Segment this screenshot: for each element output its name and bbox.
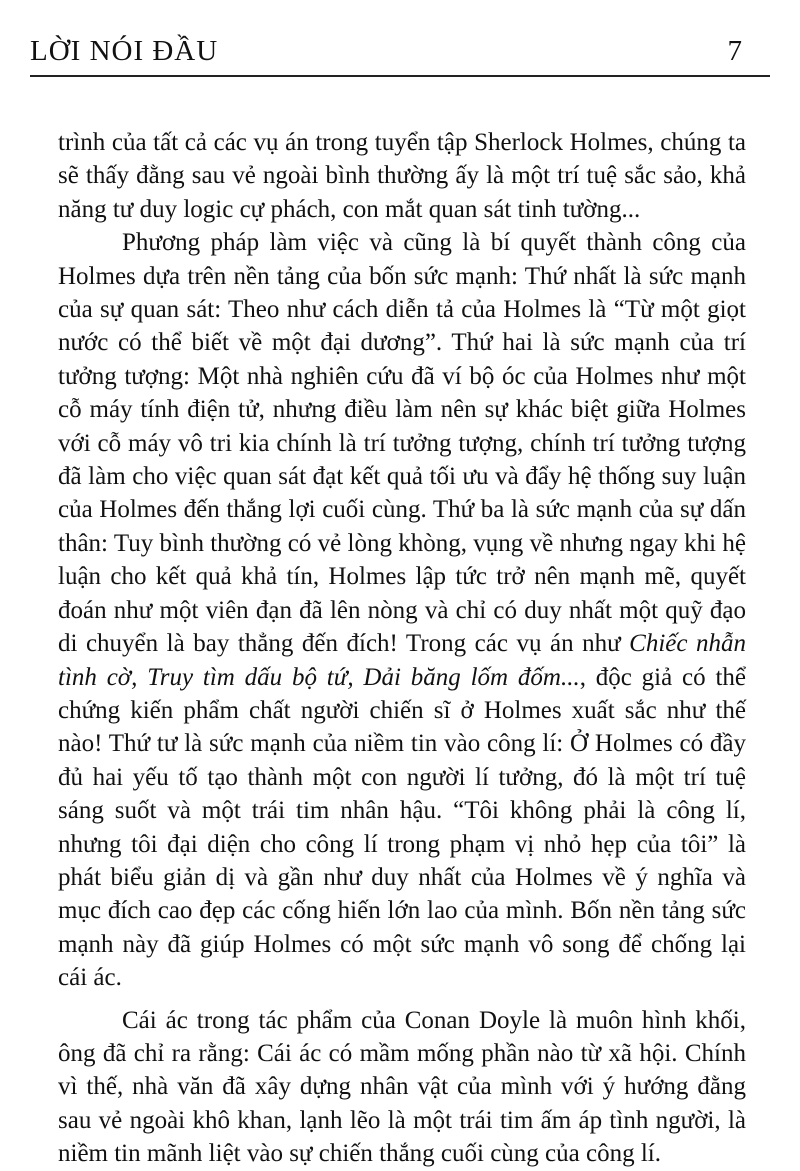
story-titles: Chiếc nhẫn tình cờ, Truy tìm dấu bộ tứ, Dải băng lốm đốm... bbox=[58, 630, 746, 691]
page-number: 7 bbox=[727, 35, 742, 67]
body-text bbox=[58, 126, 746, 1171]
paragraph-continuation bbox=[58, 126, 746, 226]
paragraph-text: , độc giả có thể chứng kiến phẩm chất người chiến sĩ ở Holmes xuất sắc như thế nào! Thứ tư là sức mạnh của niềm tin vào công lí: Ở Holmes có đầy đủ hai yếu tố tạo thành một con người lí tưởng, đó là một trí tuệ sáng suốt và một trái tim nhân hậu. “Tôi không phải là công lí, nhưng tôi đại diện cho công lí trong phạm vị nhỏ hẹp của tôi” là phát biểu giản dị và gần như duy nhất của Holmes về ý nghĩa và mục đích cao đẹp các cống hiến lớn lao của mình. Bốn nền tảng sức mạnh này đã giúp Holmes có một sức mạnh vô song để chống lại cái ác. bbox=[58, 663, 747, 992]
running-title: LỜI NÓI ĐẦU bbox=[30, 35, 219, 67]
paragraph-four-strengths bbox=[58, 226, 746, 994]
paragraph-evil bbox=[58, 1004, 746, 1171]
paragraph-text: trình của tất cả các vụ án trong tuyển tập Sherlock Holmes, chúng ta sẽ thấy đằng sau vẻ ngoài bình thường ấy là một trí tuệ sắc sảo, khả năng tư duy logic cự phách, con mắt quan sát tinh tường... bbox=[58, 129, 746, 223]
paragraph-text: Phương pháp làm việc và cũng là bí quyết thành công của Holmes dựa trên nền tảng của bốn sức mạnh: Thứ nhất là sức mạnh của sự quan sát: Theo như cách diễn tả của Holmes là “Từ một giọt nước có thể biết về một đại dương”. Thứ hai là sức mạnh của trí tưởng tượng: Một nhà nghiên cứu đã ví bộ óc của Holmes như một cỗ máy tính điện tử, nhưng điều làm nên sự khác biệt giữa Holmes với cỗ máy vô tri kia chính là trí tưởng tượng, chính trí tưởng tượng đã làm cho việc quan sát đạt kết quả tối ưu và đẩy hệ thống suy luận của Holmes đến thắng lợi cuối cùng. Thứ ba là sức mạnh của sự dấn thân: Tuy bình thường có vẻ lòng khòng, vụng về nhưng ngay khi hệ luận cho kết quả khả tín, Holmes lập tức trở nên mạnh mẽ, quyết đoán như một viên đạn đã lên nòng và chỉ có duy nhất một quỹ đạo di chuyển là bay thẳng đến đích! Trong các vụ án như bbox=[58, 229, 746, 658]
page-header bbox=[30, 34, 742, 74]
header-rule bbox=[30, 75, 770, 77]
paragraph-text: Cái ác trong tác phẩm của Conan Doyle là muôn hình khối, ông đã chỉ ra rằng: Cái ác có mầm mống phần nào từ xã hội. Chính vì thế, nhà văn đã xây dựng nhân vật của mình với ý hướng đằng sau vẻ ngoài khô khan, lạnh lẽo là một trái tim ấm áp tình người, là niềm tin mãnh liệt vào sự chiến thắng cuối cùng của công lí. bbox=[58, 1006, 746, 1168]
